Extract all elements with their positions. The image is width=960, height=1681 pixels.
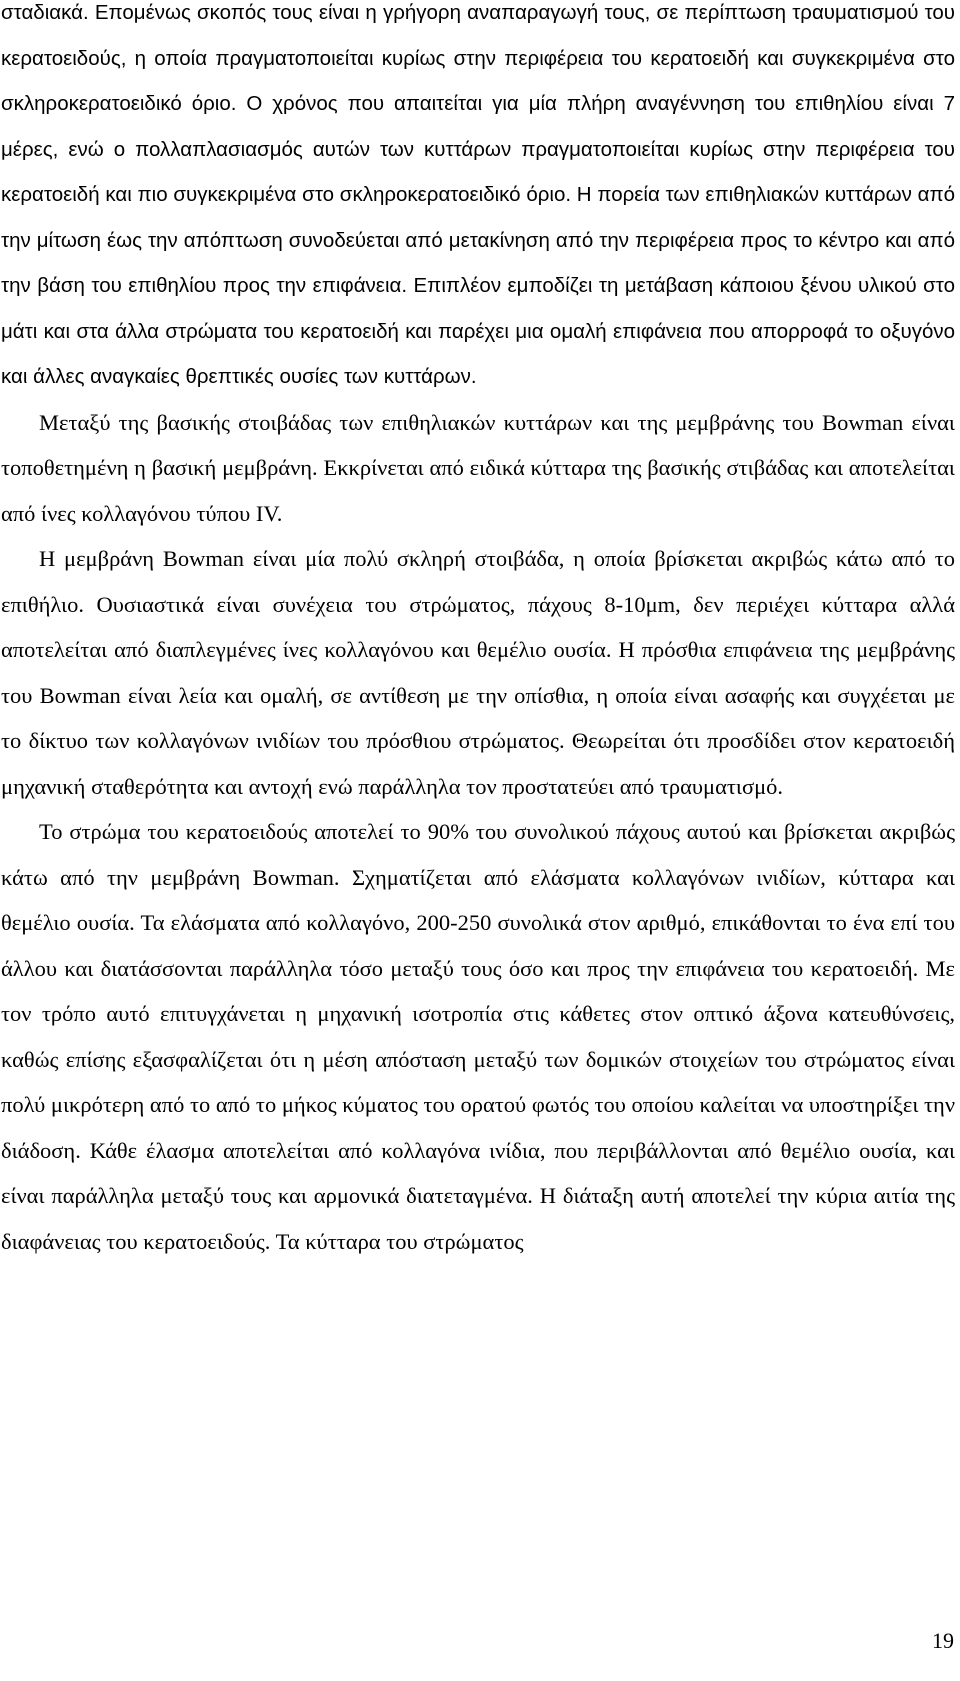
paragraph-basement-membrane: Μεταξύ της βασικής στοιβάδας των επιθηλιακών κυττάρων και της μεμβράνης του Bowman είναι τοποθετημένη η βασική μεμβράνη. Εκκρίνεται από ειδικά κύτταρα της βασικής στιβάδας και αποτελείται από ίνες κολλαγόνου τύπου IV. — [1, 409, 955, 526]
paragraph-epithelium: σταδιακά. Επομένως σκοπός τους είναι η γρήγορη αναπαραγωγή τους, σε περίπτωση τραυματισμού του κερατοειδούς, η οποία πραγματοποιείται κυρίως στην περιφέρεια του κερατοειδή και συγκεκριμένα στο σκληροκερατοειδικό όριο. Ο χρόνος που απαιτείται για μία πλήρη αναγέννηση του επιθηλίου είναι 7 μέρες, ενώ ο πολλαπλασιασμός αυτών των κυττάρων πραγματοποιείται κυρίως στην περιφέρεια του κερατοειδή και πιο συγκεκριμένα στο σκληροκερατοειδικό όριο. Η πορεία των επιθηλιακών κυττάρων από την μίτωση έως την απόπτωση συνοδεύεται από μετακίνηση από την περιφέρεια προς το κέντρο και από την βάση του επιθηλίου προς την επιφάνεια. Επιπλέον εμποδίζει τη μετάβαση κάποιου ξένου υλικού στο μάτι και στα άλλα στρώματα του κερατοειδή και παρέχει μια ομαλή επιφάνεια που απορροφά το οξυγόνο και άλλες αναγκαίες θρεπτικές ουσίες των κυττάρων. — [1, 1, 955, 388]
page-number: 19 — [932, 1628, 954, 1653]
paragraph-stroma: Το στρώμα του κερατοειδούς αποτελεί το 90% του συνολικού πάχους αυτού και βρίσκεται ακριβώς κάτω από την μεμβράνη Bowman. Σχηματίζεται από ελάσματα κολλαγόνων ινιδίων, κύτταρα και θεμέλιο ουσία. Τα ελάσματα από κολλαγόνο, 200-250 συνολικά στον αριθμό, επικάθονται το ένα επί του άλλου και διατάσσονται παράλληλα τόσο μεταξύ τους όσο και προς την επιφάνεια του κερατοειδή. Με τον τρόπο αυτό επιτυγχάνεται η μηχανική ισοτροπία στις κάθετες στον οπτικό άξονα κατευθύνσεις, καθώς επίσης εξασφαλίζεται ότι η μέση απόσταση μεταξύ των δομικών στοιχείων του στρώματος είναι πολύ μικρότερη από το από το μήκος κύματος του ορατού φωτός του οποίου καλείται να υποστηρίξει την διάδοση. Κάθε έλασμα αποτελείται από κολλαγόνα ινίδια, που περιβάλλονται από θεμέλιο ουσία, και είναι παράλληλα μεταξύ τους και αρμονικά διατεταγμένα. Η διάταξη αυτή αποτελεί την κύρια αιτία της διαφάνειας του κερατοειδούς. Τα κύτταρα του στρώματος — [1, 819, 955, 1254]
paragraph-bowman-membrane: Η μεμβράνη Bowman είναι μία πολύ σκληρή στοιβάδα, η οποία βρίσκεται ακριβώς κάτω από το επιθήλιο. Ουσιαστικά είναι συνέχεια του στρώματος, πάχους 8-10μm, δεν περιέχει κύτταρα αλλά αποτελείται από διαπλεγμένες ίνες κολλαγόνου και θεμέλιο ουσία. Η πρόσθια επιφάνεια της μεμβράνης του Bowman είναι λεία και ομαλή, σε αντίθεση με την οπίσθια, η οποία είναι ασαφής και συγχέεται με το δίκτυο των κολλαγόνων ινιδίων του πρόσθιου στρώματος. Θεωρείται ότι προσδίδει στον κερατοειδή μηχανική σταθερότητα και αντοχή ενώ παράλληλα τον προστατεύει από τραυματισμό. — [1, 546, 955, 799]
body-text — [1, 0, 955, 1264]
